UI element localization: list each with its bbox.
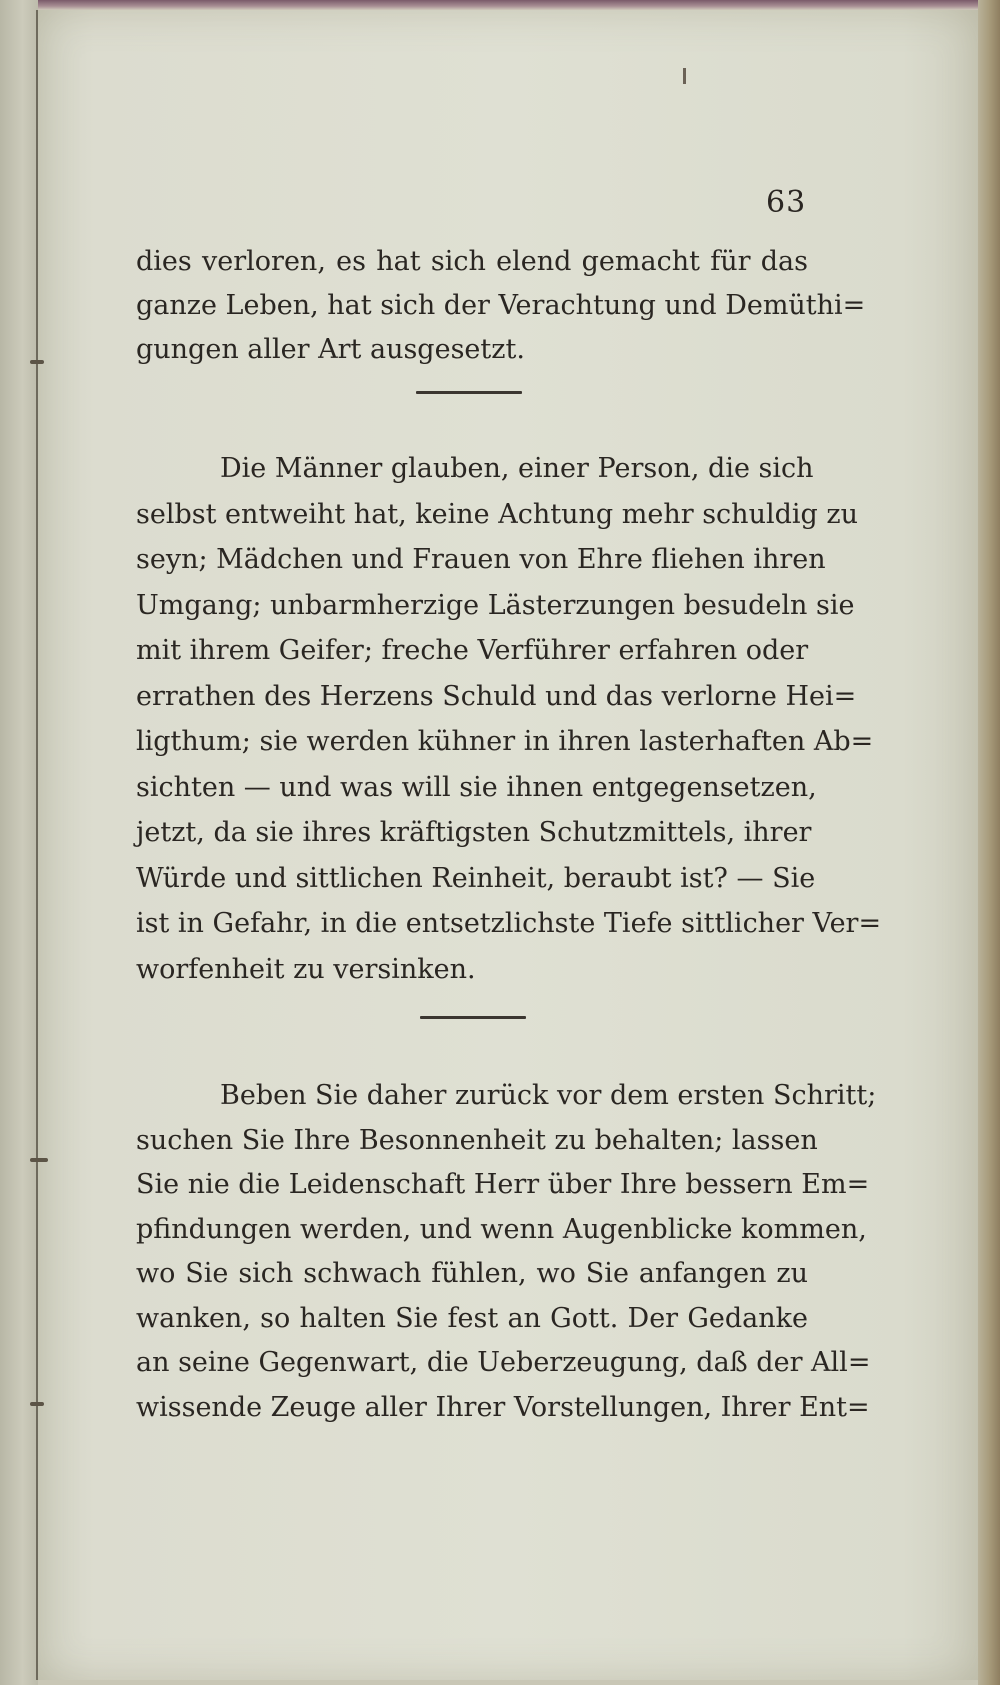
paragraph-2 [136, 446, 882, 992]
text-line: jetzt, da sie ihres kräftigsten Schutzmittels, ihrer [136, 817, 812, 848]
text-line: sichten — und was will sie ihnen entgegensetzen, [136, 771, 817, 803]
text-line: Umgang; unbarmherzige Lästerzungen besudeln sie [136, 589, 855, 621]
text-line: Sie nie die Leidenschaft Herr über Ihre bessern Em= [136, 1169, 870, 1200]
text-line: gungen aller Art ausgesetzt. [136, 334, 525, 365]
text-line: Die Männer glauben, einer Person, die sich [220, 453, 814, 484]
book-spine-edge [0, 0, 38, 1685]
margin-mark [30, 1402, 44, 1406]
page-number: 63 [766, 185, 807, 220]
text-line: suchen Sie Ihre Besonnenheit zu behalten; lassen [136, 1124, 818, 1156]
text-line: wo Sie sich schwach fühlen, wo Sie anfangen zu [136, 1258, 808, 1289]
text-line: Beben Sie daher zurück vor dem ersten Schritt; [220, 1080, 877, 1111]
text-line: pfindungen werden, und wenn Augenblicke kommen, [136, 1213, 867, 1245]
text-line: selbst entweiht hat, keine Achtung mehr schuldig zu [136, 498, 858, 530]
margin-mark [30, 1158, 48, 1162]
text-line: an seine Gegenwart, die Ueberzeugung, daß der All= [136, 1347, 871, 1378]
text-line: dies verloren, es hat sich elend gemacht für das [136, 246, 808, 277]
section-divider [416, 391, 522, 394]
text-line: errathen des Herzens Schuld und das verlorne Hei= [136, 680, 857, 712]
page-edges [978, 0, 1000, 1685]
paragraph-3 [136, 1074, 877, 1430]
text-line: mit ihrem Geifer; freche Verführer erfahren oder [136, 635, 809, 666]
text-line: seyn; Mädchen und Frauen von Ehre fliehen ihren [136, 544, 826, 575]
section-divider [420, 1016, 526, 1019]
text-line: ist in Gefahr, in die entsetzlichste Tiefe sittlicher Ver= [136, 908, 882, 939]
text-line: wissende Zeuge aller Ihrer Vorstellungen, Ihrer Ent= [136, 1391, 870, 1423]
text-line: Würde und sittlichen Reinheit, beraubt ist? — Sie [136, 862, 816, 894]
paragraph-1 [136, 240, 866, 372]
text-line: wanken, so halten Sie fest an Gott. Der Gedanke [136, 1302, 808, 1334]
text-line: worfenheit zu versinken. [136, 953, 476, 985]
top-edge [0, 0, 1000, 10]
ink-mark [683, 68, 686, 84]
text-line: ganze Leben, hat sich der Verachtung und Demüthi= [136, 290, 866, 321]
margin-mark [30, 360, 44, 364]
text-line: ligthum; sie werden kühner in ihren lasterhaften Ab= [136, 726, 874, 757]
